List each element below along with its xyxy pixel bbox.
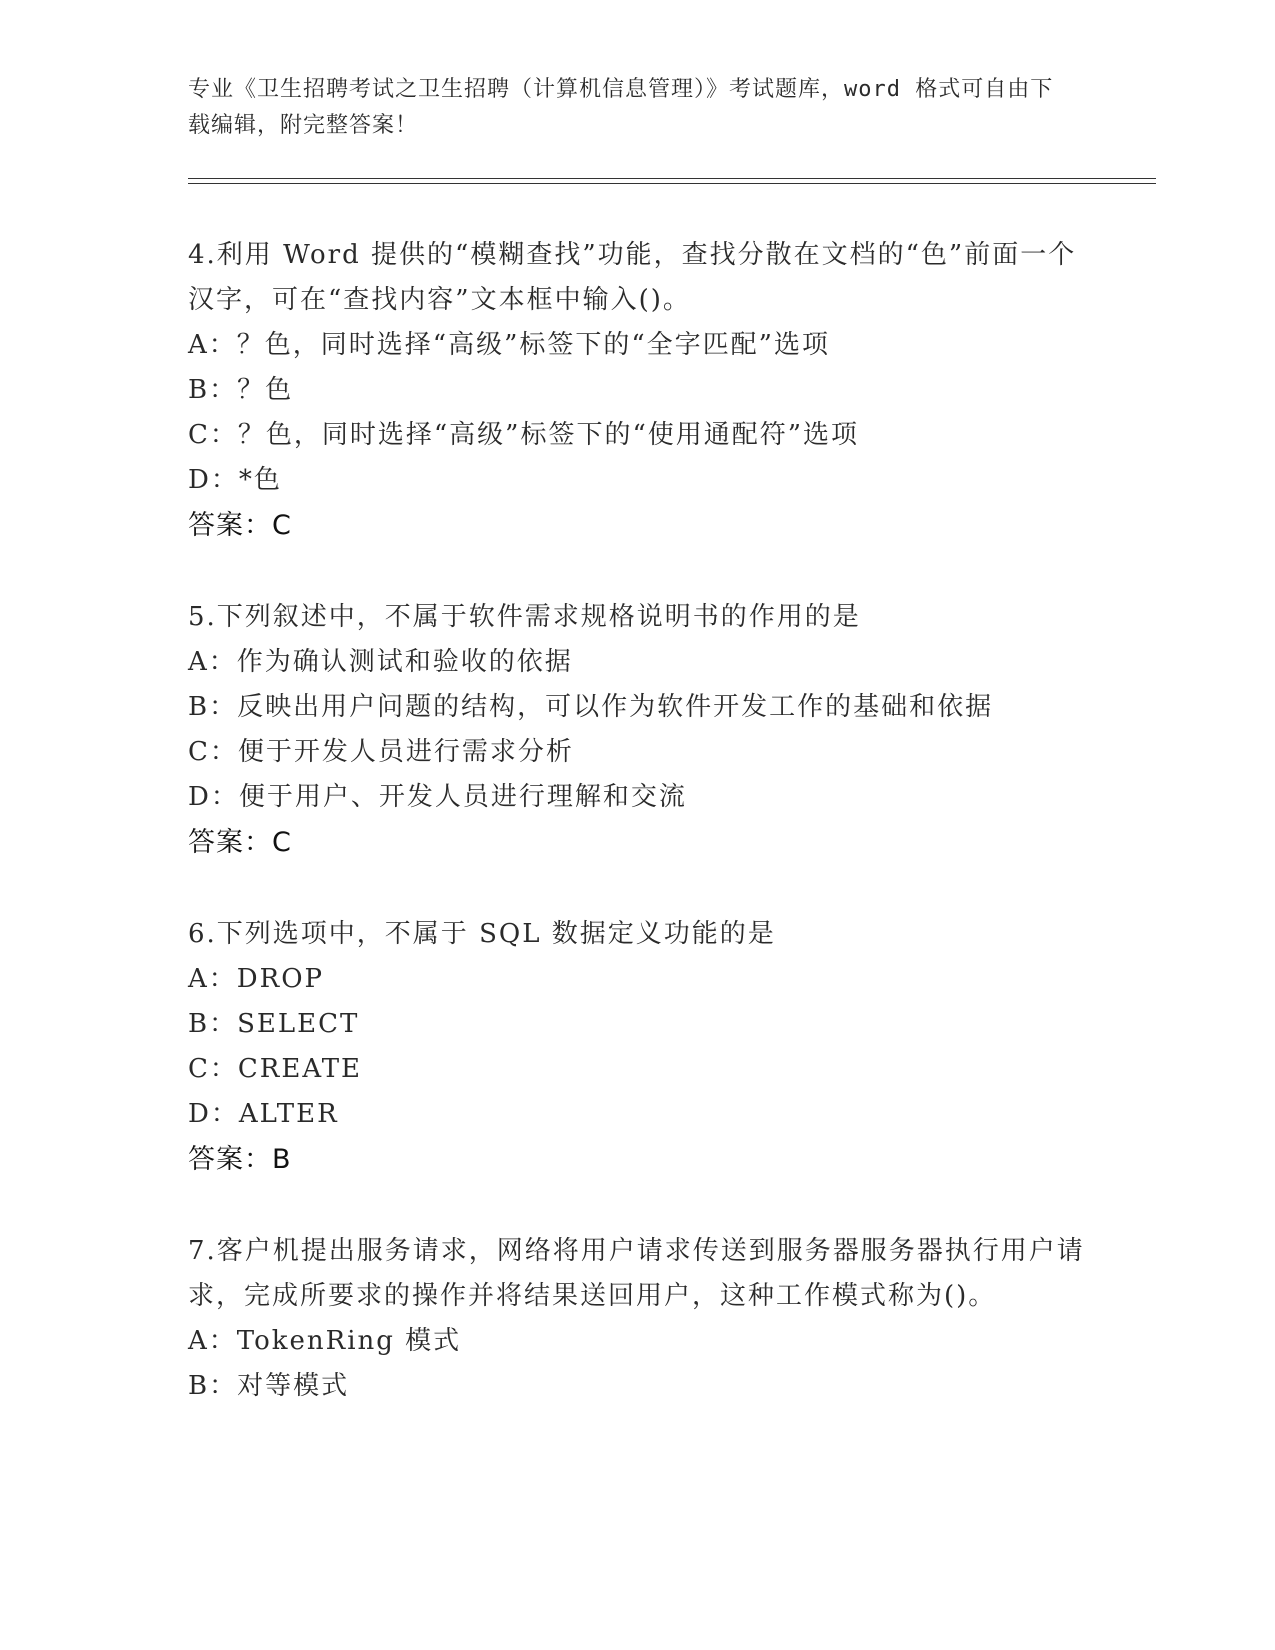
option-b: B：对等模式 — [188, 1371, 350, 1401]
document-header: 专业《卫生招聘考试之卫生招聘（计算机信息管理）》考试题库，word 格式可自由下载编辑，附完整答案！ — [188, 77, 1054, 138]
option-a: A：？色，同时选择“高级”标签下的“全字匹配”选项 — [188, 330, 830, 360]
option-b: B：？色 — [188, 375, 294, 405]
header-divider — [188, 178, 1156, 184]
option-d: D：ALTER — [188, 1099, 339, 1129]
question-list — [188, 233, 1088, 1455]
question-6 — [188, 912, 1088, 1183]
question-stem: 6.下列选项中，不属于 SQL 数据定义功能的是 — [188, 919, 776, 949]
option-d: D：*色 — [188, 465, 282, 495]
option-b: B：SELECT — [188, 1009, 360, 1039]
option-a: A：作为确认测试和验收的依据 — [188, 647, 573, 677]
option-b: B：反映出用户问题的结构，可以作为软件开发工作的基础和依据 — [188, 692, 994, 722]
question-stem: 7.客户机提出服务请求，网络将用户请求传送到服务器服务器执行用户请求，完成所要求的操作并将结果送回用户，这种工作模式称为()。 — [188, 1236, 1085, 1311]
option-c: C：？色，同时选择“高级”标签下的“使用通配符”选项 — [188, 420, 860, 450]
option-a: A：TokenRing 模式 — [188, 1326, 462, 1356]
option-a: A：DROP — [188, 964, 325, 994]
question-stem: 5.下列叙述中，不属于软件需求规格说明书的作用的是 — [188, 602, 861, 632]
question-5 — [188, 595, 1088, 866]
option-c: C：便于开发人员进行需求分析 — [188, 737, 574, 767]
option-c: C：CREATE — [188, 1054, 363, 1084]
answer-text: 答案：C — [188, 827, 292, 858]
question-stem: 4.利用 Word 提供的“模糊查找”功能，查找分散在文档的“色”前面一个汉字，可在“查找内容”文本框中输入()。 — [188, 240, 1077, 315]
answer-text: 答案：C — [188, 510, 292, 541]
answer-text: 答案：B — [188, 1144, 292, 1175]
option-d: D：便于用户、开发人员进行理解和交流 — [188, 782, 687, 812]
question-4 — [188, 233, 1088, 549]
question-7 — [188, 1229, 1088, 1409]
